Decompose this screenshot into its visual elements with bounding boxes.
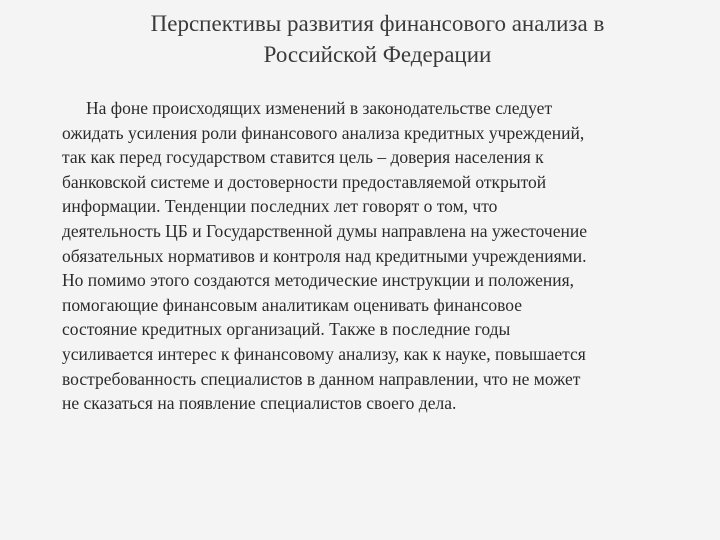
title-line-1: Перспективы развития финансового анализа в — [150, 11, 605, 36]
body-line: ожидать усиления роли финансового анализа кредитных учреждений, — [62, 122, 585, 143]
body-line: Но помимо этого создаются методические инструкции и положения, — [62, 270, 575, 291]
body-line: помогающие финансовым аналитикам оценивать финансовое — [62, 294, 522, 315]
body-line: не сказаться на появление специалистов своего дела. — [62, 393, 457, 414]
slide-body-paragraph — [62, 96, 682, 416]
title-line-2: Российской Федерации — [263, 42, 492, 67]
body-line: так как перед государством ставится цель – доверия населения к — [62, 147, 544, 168]
body-line: деятельность ЦБ и Государственной думы направлена на ужесточение — [62, 220, 587, 241]
slide-title — [100, 8, 655, 70]
body-line: банковской системе и достоверности предоставляемой открытой — [62, 171, 547, 192]
body-line: обязательных нормативов и контроля над кредитными учреждениями. — [62, 245, 587, 266]
body-line: востребованность специалистов в данном направлении, что не может — [62, 368, 581, 389]
body-line: информации. Тенденции последних лет говорят о том, что — [62, 196, 498, 217]
body-line: усиливается интерес к финансовому анализу, как к науке, повышается — [62, 343, 586, 364]
body-line: На фоне происходящих изменений в законодательстве следует — [86, 98, 553, 118]
body-line: состояние кредитных организаций. Также в последние годы — [62, 319, 511, 340]
